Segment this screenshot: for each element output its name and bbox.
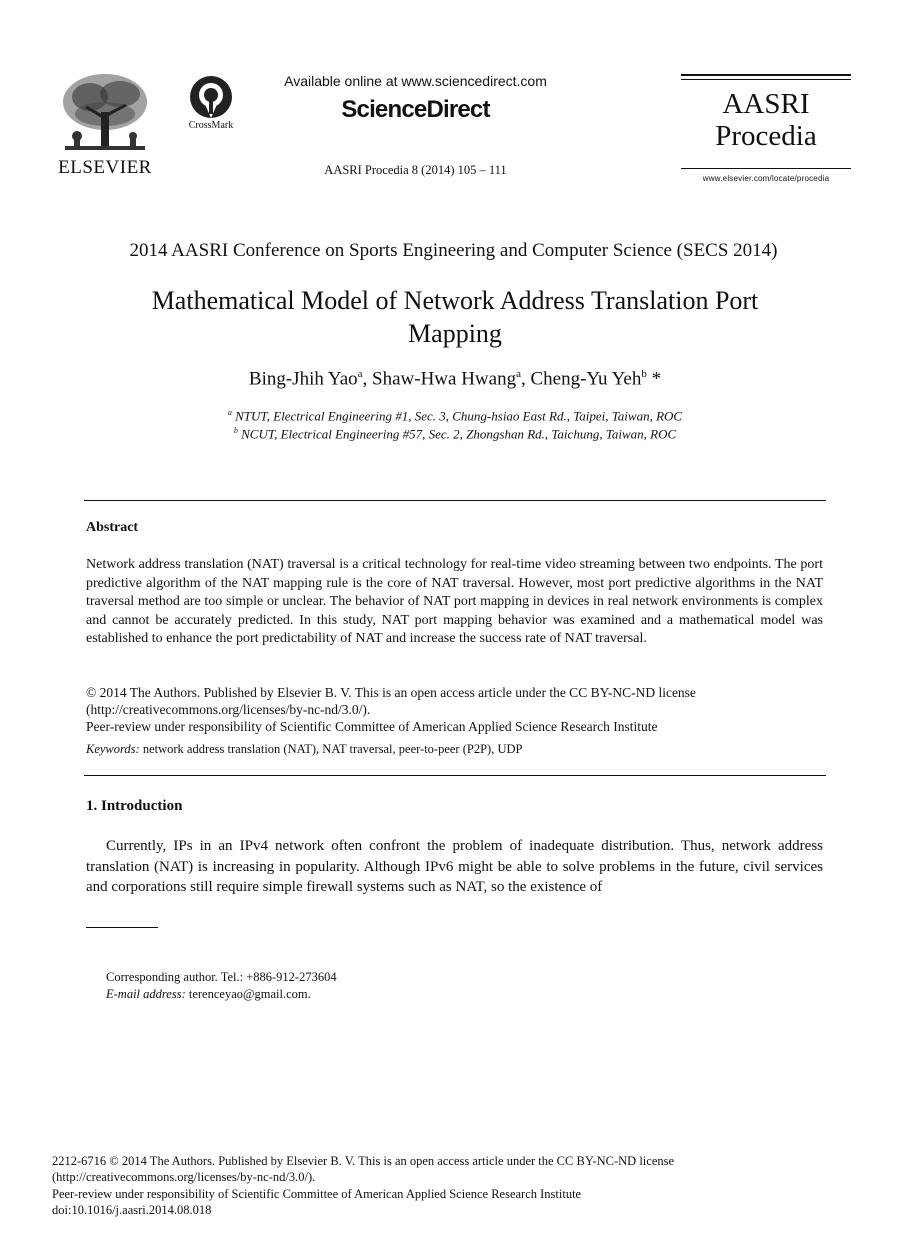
- abstract-rule-bottom: [84, 775, 826, 776]
- peer-review-line: Peer-review under responsibility of Scientific Committee of American Applied Science Research Institute: [86, 719, 658, 734]
- abstract-rule-top: [84, 500, 826, 501]
- crossmark-label: CrossMark: [188, 120, 234, 131]
- abstract-body: Network address translation (NAT) traversal is a critical technology for real-time video streaming between two endpoints. The port predictive algorithm of the NAT mapping rule is the core of NAT traversal. However, most port predictive algorithms in the NAT traversal method are too simple or unclear. The behavior of NAT port mapping in devices in real network environments is complex and cannot be accurately predicted. In this study, NAT port mapping behavior was examined and a mathematical model was established to enhance the port predictability of NAT and increase the success rate of NAT traversal.: [86, 557, 823, 646]
- journal-title-line2: Procedia: [715, 120, 817, 152]
- available-online-text: Available online at www.sciencedirect.com: [284, 73, 547, 89]
- abstract-copyright: [86, 684, 823, 735]
- crossmark-icon: [188, 74, 234, 120]
- corresponding-author: Corresponding author. Tel.: +886-912-273604: [106, 970, 337, 984]
- author-affil-mark: b: [641, 368, 647, 380]
- elsevier-tree-icon: [55, 72, 155, 156]
- paper-title-line2: Mapping: [408, 319, 502, 348]
- license-link[interactable]: (http://creativecommons.org/licenses/by-nc-nd/3.0/).: [86, 702, 371, 717]
- keywords-list: network address translation (NAT), NAT traversal, peer-to-peer (P2P), UDP: [139, 742, 523, 756]
- keywords: [86, 742, 823, 757]
- email-address[interactable]: terenceyao@gmail.com.: [185, 987, 311, 1001]
- section-body: Currently, IPs in an IPv4 network often confront the problem of inadequate distribution. Thus, network address translation (NAT) is increasing in popularity. Although IPv6 might be able to solve problems in the future, civil services and corporations still require simple firewall systems such as NAT, so the existence of: [86, 838, 823, 895]
- author-name: Shaw-Hwa Hwang: [372, 368, 517, 390]
- paper-title-line1: Mathematical Model of Network Address Translation Port: [151, 286, 759, 315]
- publisher-name: ELSEVIER: [58, 157, 152, 178]
- author-separator: ,: [520, 368, 531, 390]
- author-name: Bing-Jhih Yao: [248, 368, 358, 390]
- keywords-label: Keywords:: [86, 742, 140, 756]
- affiliation-mark: a: [227, 408, 232, 417]
- author-list: [60, 368, 850, 390]
- copyright-line: © 2014 The Authors. Published by Elsevier B. V. This is an open access article under the CC BY-NC-ND license: [86, 685, 696, 700]
- journal-title: [681, 88, 851, 152]
- journal-title-line1: AASRI: [722, 88, 810, 120]
- journal-rule-top-thin: [681, 79, 851, 80]
- footer-peer-review: Peer-review under responsibility of Scientific Committee of American Applied Science Research Institute: [52, 1187, 582, 1201]
- affiliation-text: NCUT, Electrical Engineering #57, Sec. 2, Zhongshan Rd., Taichung, Taiwan, ROC: [241, 426, 677, 442]
- author-separator: ,: [362, 368, 373, 390]
- footer-license-link[interactable]: (http://creativecommons.org/licenses/by-nc-nd/3.0/).: [52, 1170, 316, 1184]
- affiliation-mark: b: [233, 426, 238, 435]
- footnote-rule: [86, 927, 158, 928]
- journal-rule-top: [681, 74, 851, 76]
- crossmark-badge[interactable]: [180, 74, 242, 134]
- author-affil-mark: a: [357, 368, 363, 380]
- affiliation: [60, 426, 850, 442]
- elsevier-logo: [55, 72, 155, 182]
- email-label: E-mail address:: [106, 987, 186, 1001]
- footer-issn-license: 2212-6716 © 2014 The Authors. Published by Elsevier B. V. This is an open access article under the CC BY-NC-ND license: [52, 1154, 675, 1168]
- journal-citation: AASRI Procedia 8 (2014) 105 – 111: [324, 163, 507, 177]
- author-separator: *: [646, 368, 662, 390]
- footer-doi[interactable]: doi:10.1016/j.aasri.2014.08.018: [52, 1203, 212, 1217]
- author-affil-mark: a: [516, 368, 521, 380]
- paper-title: [60, 284, 850, 350]
- affiliation: [60, 408, 850, 424]
- section-heading: 1. Introduction: [86, 798, 183, 814]
- affiliation-text: NTUT, Electrical Engineering #1, Sec. 3, Chung-hsiao East Rd., Taipei, Taiwan, ROC: [235, 408, 683, 424]
- sciencedirect-brand: ScienceDirect: [341, 96, 490, 123]
- journal-url[interactable]: www.elsevier.com/locate/procedia: [702, 174, 830, 183]
- email-footnote: [106, 987, 311, 1002]
- conference-name: 2014 AASRI Conference on Sports Engineering and Computer Science (SECS 2014): [129, 240, 778, 261]
- author-name: Cheng-Yu Yeh: [530, 368, 642, 390]
- abstract-heading: Abstract: [86, 520, 139, 535]
- journal-rule-bottom: [681, 168, 851, 169]
